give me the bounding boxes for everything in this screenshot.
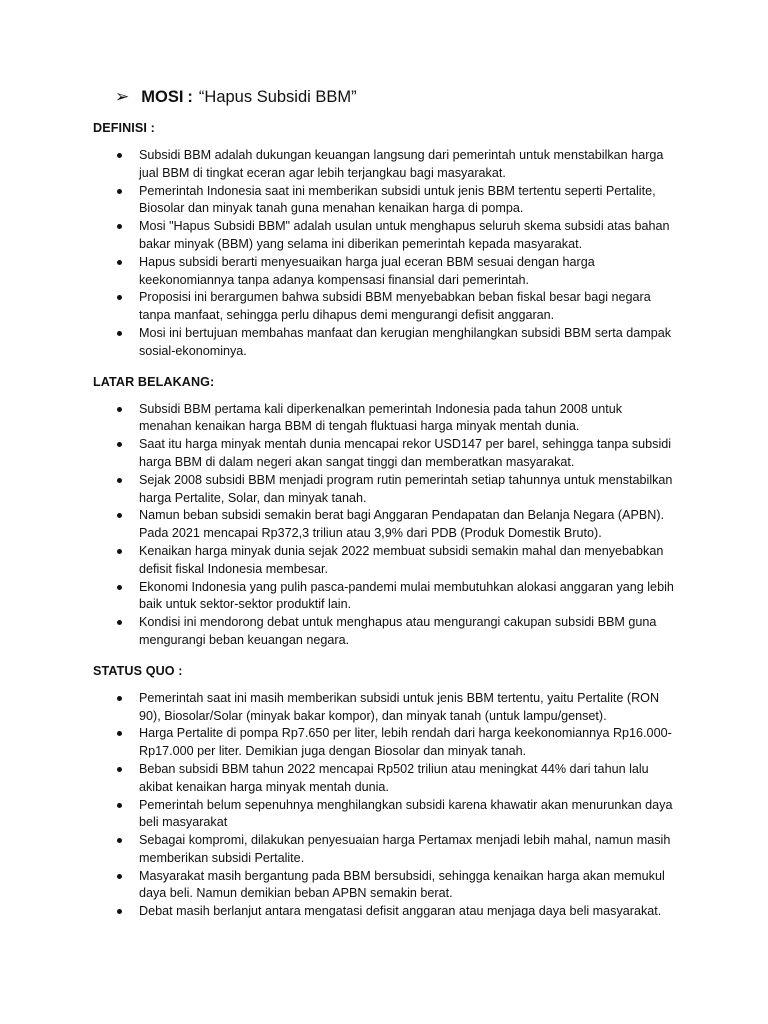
arrow-bullet-icon: ➢ <box>115 87 130 106</box>
list-item: Subsidi BBM adalah dukungan keuangan langsung dari pemerintah untuk menstabilkan harga jual BBM di tingkat eceran agar lebih terjangkau bagi masyarakat. <box>93 147 678 183</box>
list-item: Debat masih berlanjut antara mengatasi defisit anggaran atau menjaga daya beli masyarakat. <box>93 903 678 921</box>
list-item: Ekonomi Indonesia yang pulih pasca-pandemi mulai membutuhkan alokasi anggaran yang lebih baik untuk sektor-sektor produktif lain. <box>93 579 678 615</box>
bullet-list <box>93 147 678 361</box>
list-item: Pemerintah belum sepenuhnya menghilangkan subsidi karena khawatir akan menurunkan daya beli masyarakat <box>93 797 678 833</box>
section-heading: DEFINISI : <box>93 121 155 135</box>
document-sections <box>93 121 678 921</box>
list-item: Harga Pertalite di pompa Rp7.650 per liter, lebih rendah dari harga keekonomiannya Rp16.000-Rp17.000 per liter. Demikian juga dengan Biosolar dan minyak tanah. <box>93 725 678 761</box>
bullet-list <box>93 401 678 650</box>
list-item: Kondisi ini mendorong debat untuk menghapus atau mengurangi cakupan subsidi BBM guna mengurangi beban keuangan negara. <box>93 614 678 650</box>
list-item: Pemerintah saat ini masih memberikan subsidi untuk jenis BBM tertentu, yaitu Pertalite (RON 90), Biosolar/Solar (minyak bakar kompor), dan minyak tanah (untuk lampu/genset). <box>93 690 678 726</box>
list-item: Kenaikan harga minyak dunia sejak 2022 membuat subsidi semakin mahal dan menyebabkan defisit fiskal Indonesia membesar. <box>93 543 678 579</box>
motion-separator: : <box>187 88 193 106</box>
list-item: Sebagai kompromi, dilakukan penyesuaian harga Pertamax menjadi lebih mahal, namun masih memberikan subsidi Pertalite. <box>93 832 678 868</box>
list-item: Namun beban subsidi semakin berat bagi Anggaran Pendapatan dan Belanja Negara (APBN). Pada 2021 mencapai Rp372,3 triliun atau 3,9% dari PDB (Produk Domestik Bruto). <box>93 507 678 543</box>
list-item: Hapus subsidi berarti menyesuaikan harga jual eceran BBM sesuai dengan harga keekonomiannya tanpa adanya kompensasi finansial dari pemerintah. <box>93 254 678 290</box>
list-item: Proposisi ini berargumen bahwa subsidi BBM menyebabkan beban fiskal besar bagi negara tanpa manfaat, sehingga perlu dihapus demi mengurangi defisit anggaran. <box>93 289 678 325</box>
list-item: Pemerintah Indonesia saat ini memberikan subsidi untuk jenis BBM tertentu seperti Pertalite, Biosolar dan minyak tanah guna menahan kenaikan harga di pompa. <box>93 183 678 219</box>
motion-heading <box>115 87 678 107</box>
motion-title: “Hapus Subsidi BBM” <box>198 88 357 106</box>
motion-label: MOSI <box>141 88 184 106</box>
list-item: Masyarakat masih bergantung pada BBM bersubsidi, sehingga kenaikan harga akan memukul daya beli. Namun demikian beban APBN semakin berat. <box>93 868 678 904</box>
list-item: Sejak 2008 subsidi BBM menjadi program rutin pemerintah setiap tahunnya untuk menstabilkan harga Pertalite, Solar, dan minyak tanah. <box>93 472 678 508</box>
list-item: Mosi "Hapus Subsidi BBM" adalah usulan untuk menghapus seluruh skema subsidi atas bahan bakar minyak (BBM) yang selama ini diberikan pemerintah kepada masyarakat. <box>93 218 678 254</box>
section-heading: STATUS QUO : <box>93 663 183 678</box>
list-item: Saat itu harga minyak mentah dunia mencapai rekor USD147 per barel, sehingga tanpa subsidi harga BBM di dalam negeri akan sangat tinggi dan memberatkan masyarakat. <box>93 436 678 472</box>
section-heading: LATAR BELAKANG: <box>93 374 215 389</box>
list-item: Mosi ini bertujuan membahas manfaat dan kerugian menghilangkan subsidi BBM serta dampak sosial-ekonominya. <box>93 325 678 361</box>
list-item: Beban subsidi BBM tahun 2022 mencapai Rp502 triliun atau meningkat 44% dari tahun lalu akibat kenaikan harga minyak mentah dunia. <box>93 761 678 797</box>
bullet-list <box>93 690 678 921</box>
list-item: Subsidi BBM pertama kali diperkenalkan pemerintah Indonesia pada tahun 2008 untuk menahan kenaikan harga BBM di tengah fluktuasi harga minyak mentah dunia. <box>93 401 678 437</box>
